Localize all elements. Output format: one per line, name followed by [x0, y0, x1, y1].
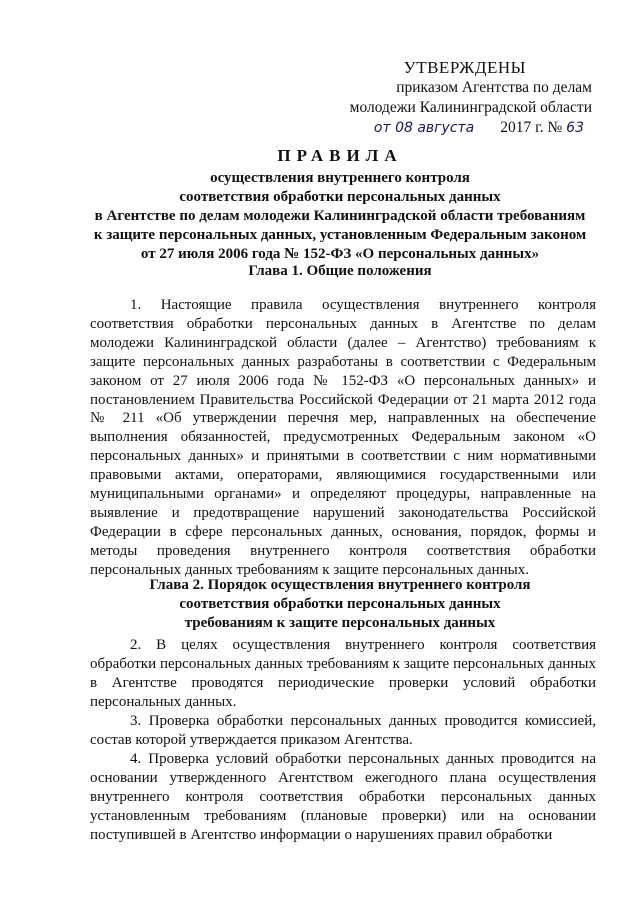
document-title [70, 146, 610, 264]
approval-date-line [302, 118, 592, 138]
title-line: к защите персональных данных, установленным Федеральным законом [93, 227, 587, 243]
title-line: осуществления внутреннего контроля [210, 170, 470, 186]
chapter-2-heading-line: Глава 2. Порядок осуществления внутреннего контроля [149, 577, 531, 593]
approval-stamp [302, 58, 592, 138]
approval-line-2: молодежи Калининградской области [349, 99, 592, 116]
paragraph-2: 2. В целях осуществления внутреннего контроля соответствия обработки персональных данных требованиям к защите персональных данных в Агентстве проводятся периодические проверки условий обработки персональных данных. [90, 637, 596, 710]
title-line: в Агентстве по делам молодежи Калининградской области требованиям [94, 208, 586, 224]
approval-year: 2017 г. № [500, 119, 563, 136]
paragraph-4: 4. Проверка условий обработки персональных данных проводится на основании утвержденного Агентством ежегодного плана осуществления внутреннего контроля соответствия обработки персональных данных установленным требованиям (плановые проверки) или на основании поступившей в Агентство информации о нарушениях правил обработки [90, 751, 596, 843]
approval-title: УТВЕРЖДЕНЫ [403, 58, 526, 77]
chapter-2-heading [70, 576, 610, 633]
chapter-2-heading-line: соответствия обработки персональных данных [179, 596, 501, 612]
title-main: ПРАВИЛА [277, 146, 403, 165]
chapter-1-heading: Глава 1. Общие положения [248, 263, 432, 279]
title-line: соответствия обработки персональных данных [179, 189, 501, 205]
title-line: от 27 июля 2006 года № 152-ФЗ «О персональных данных» [140, 246, 540, 262]
paragraph-3: 3. Проверка обработки персональных данных проводится комиссией, состав которой утверждается приказом Агентства. [90, 713, 596, 748]
handwritten-number: 63 [566, 120, 584, 136]
approval-line-1: приказом Агентства по делам [396, 79, 592, 96]
paragraph-1: 1. Настоящие правила осуществления внутреннего контроля соответствия обработки персональных данных в Агентстве по делам молодежи Калининградской области (далее – Агентство) требованиям к защите персональных данных разработаны в соответствии с Федеральным законом от 27 июля 2006 года № 152-ФЗ «О персональных данных» и постановлением Правительства Российской Федерации от 21 марта 2012 года № 211 «Об утверждении перечня мер, направленных на обеспечение выполнения обязанностей, предусмотренных Федеральным законом «О персональных данных» и принятыми в соответствии с ним нормативными правовыми актами, операторами, являющимися государственными или муниципальными органами» и определяют процедуры, направленные на выявление и предотвращение нарушений законодательства Российской Федерации в сфере персональных данных, основания, порядок, формы и методы проведения внутреннего контроля соответствия обработки персональных данных требованиям к защите персональных данных. [90, 297, 596, 578]
chapter-2-heading-line: требованиям к защите персональных данных [184, 615, 496, 631]
handwritten-date: от 08 августа [373, 120, 475, 136]
